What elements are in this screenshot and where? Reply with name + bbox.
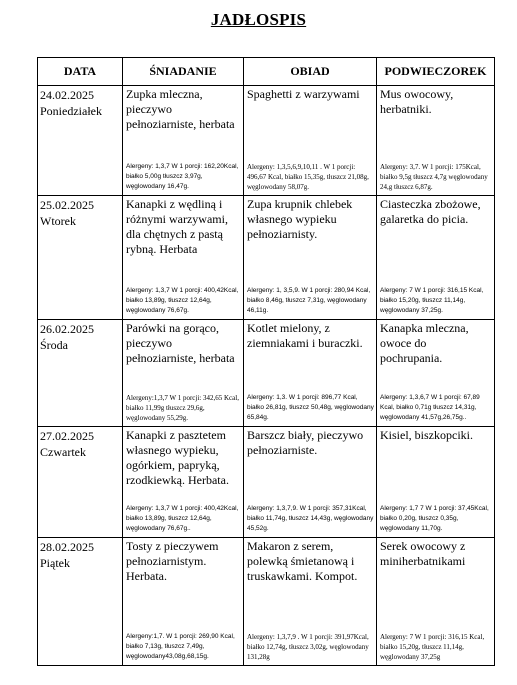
snack-cell xyxy=(377,320,495,427)
snack-allergens: Alergeny: 1,3,6,7 W 1 porcji: 67,89 Kcal, białko 0,71g tłuszcz 14,31g, węglowodany 41,57g,26,75g.. xyxy=(380,394,480,421)
lunch-cell xyxy=(244,86,377,196)
snack-text: Kisiel, biszkopciki. xyxy=(380,428,473,442)
breakfast-text: Zupka mleczna, pieczywo pełnoziarniste, herbata xyxy=(126,87,235,131)
lunch-allergens: Alergeny: 1, 3,5,9. W 1 porcji: 280,94 Kcal, białko 8,46g, tłuszcz 7,31g, węglowodany 46,11g. xyxy=(247,287,371,314)
breakfast-allergens: Alergeny: 1,3,7 W 1 porcji: 400,42Kcal, białko 13,89g, tłuszcz 12,64g, węglowodany 76,67g.. xyxy=(126,505,239,532)
snack-cell xyxy=(377,86,495,196)
breakfast-text: Tosty z pieczywem pełnoziarnistym. Herbata. xyxy=(126,539,219,583)
date: 24.02.2025 xyxy=(40,88,94,102)
table-row xyxy=(38,196,495,320)
weekday: Poniedziałek xyxy=(40,104,102,118)
page-title: JADŁOSPIS xyxy=(210,10,307,29)
snack-allergens: Alergeny: 1,7 7 W 1 porcji: 37,45Kcal, białko 0,20g, tłuszcz 0,35g, węglowodany 11,70g. xyxy=(380,505,489,532)
menu-table xyxy=(37,57,495,666)
lunch-allergens: Alergeny: 1,3. W 1 porcji: 896,77 Kcal, białko 26,81g, tłuszcz 50,48g, węglowodany 65,84g. xyxy=(247,394,374,421)
snack-cell xyxy=(377,538,495,666)
date-cell xyxy=(38,196,123,320)
lunch-allergens: Alergeny: 1,3,7,9. W 1 porcji: 357,31Kcal, białko 11,74g, tłuszcz 14,43g, węglowodany 45,52g. xyxy=(247,505,374,532)
lunch-allergens: Alergeny: 1,3,7,9 . W 1 porcji: 391,97Kcal, białko 12,74g, tłuszcz 3,02g, węglowodany 131,28g xyxy=(247,633,369,661)
date-cell xyxy=(38,86,123,196)
breakfast-cell xyxy=(123,427,244,538)
lunch-allergens: Alergeny: 1,3,5,6,9,10,11 . W 1 porcji: 496,67 Kcal, białko 15,35g, tłuszcz 21,08g, węglowodany 58,07g. xyxy=(247,163,369,191)
breakfast-allergens: Alergeny: 1,3,7 W 1 porcji: 400,42Kcal, białko 13,89g, tłuszcz 12,64g, węglowodany 76,67g. xyxy=(126,287,239,314)
snack-text: Serek owocowy z miniherbatnikami xyxy=(380,539,466,568)
date: 26.02.2025 xyxy=(40,322,94,336)
snack-allergens: Alergeny: 7 W 1 porcji: 316,15 Kcal, białko 15,20g, tłuszcz 11,14g, węglowodany 37,25g. xyxy=(380,287,484,314)
breakfast-cell xyxy=(123,196,244,320)
lunch-text: Zupa krupnik chlebek własnego wypieku pełnoziarnisty. xyxy=(247,197,353,241)
date-cell xyxy=(38,320,123,427)
lunch-cell xyxy=(244,538,377,666)
snack-text: Kanapka mleczna, owoce do pochrupania. xyxy=(380,321,469,365)
snack-text: Ciasteczka zbożowe, galaretka do picia. xyxy=(380,197,481,226)
breakfast-text: Kanapki z wędliną i różnymi warzywami, dla chętnych z pastą rybną. Herbata xyxy=(126,197,228,256)
snack-text: Mus owocowy, herbatniki. xyxy=(380,87,454,116)
header-breakfast: ŚNIADANIE xyxy=(123,58,244,86)
snack-allergens: Alergeny: 7 W 1 porcji: 316,15 Kcal, białko 15,20g, tłuszcz 11,14g, węglowodany 37,25g xyxy=(380,633,485,661)
weekday: Środa xyxy=(40,338,68,352)
weekday: Piątek xyxy=(40,556,70,570)
breakfast-allergens: Alergeny:1,3,7 W 1 porcji: 342,65 Kcal, białko 11,99g tłuszcz 29,6g, węglowodany 55,29g. xyxy=(126,394,239,422)
snack-allergens: Alergeny: 3,7. W 1 porcji: 175Kcal, białko 9,5g tłuszcz 4,7g węglowodany 24,g tłuszcz 6,87g. xyxy=(380,163,488,191)
weekday: Wtorek xyxy=(40,214,76,228)
lunch-text: Barszcz biały, pieczywo pełnoziarniste. xyxy=(247,428,364,457)
weekday: Czwartek xyxy=(40,445,86,459)
lunch-cell xyxy=(244,196,377,320)
date: 27.02.2025 xyxy=(40,429,94,443)
header-lunch: OBIAD xyxy=(244,58,377,86)
breakfast-text: Kanapki z pasztetem własnego wypieku, ogórkiem, papryką, rzodkiewką. Herbata. xyxy=(126,428,229,487)
snack-cell xyxy=(377,196,495,320)
lunch-text: Spaghetti z warzywami xyxy=(247,87,360,101)
breakfast-cell xyxy=(123,538,244,666)
table-row xyxy=(38,427,495,538)
snack-cell xyxy=(377,427,495,538)
header-row xyxy=(38,58,495,86)
date-cell xyxy=(38,538,123,666)
lunch-text: Makaron z serem, polewką śmietanową i truskawkami. Kompot. xyxy=(247,539,358,583)
breakfast-allergens: Alergeny:1,7. W 1 porcji: 269,90 Kcal, białko 7,13g, tłuszcz 7,49g, węglowodany43,08g,68,15g. xyxy=(126,633,235,660)
lunch-cell xyxy=(244,427,377,538)
header-date: DATA xyxy=(38,58,123,86)
table-row xyxy=(38,320,495,427)
table-row xyxy=(38,86,495,196)
breakfast-allergens: Alergeny: 1,3,7 W 1 porcji: 162,20Kcal, białko 5,00g tłuszcz 3,97g, węglowodany 16,47g. xyxy=(126,163,239,190)
table-row xyxy=(38,538,495,666)
date: 28.02.2025 xyxy=(40,540,94,554)
date: 25.02.2025 xyxy=(40,198,94,212)
lunch-text: Kotlet mielony, z ziemniakami i buraczki. xyxy=(247,321,363,350)
lunch-cell xyxy=(244,320,377,427)
breakfast-text: Parówki na gorąco, pieczywo pełnoziarniste, herbata xyxy=(126,321,235,365)
breakfast-cell xyxy=(123,86,244,196)
header-snack: PODWIECZOREK xyxy=(377,58,495,86)
date-cell xyxy=(38,427,123,538)
breakfast-cell xyxy=(123,320,244,427)
